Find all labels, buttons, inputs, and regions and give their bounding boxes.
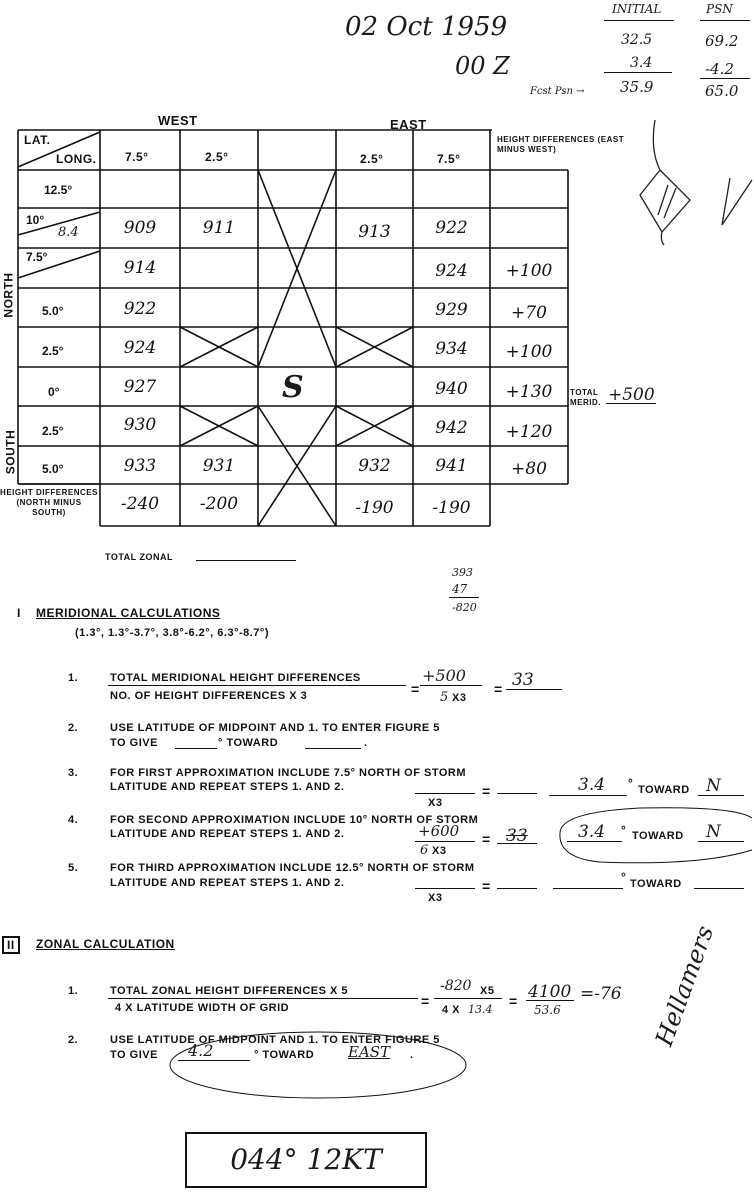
cell-5n-w75: 922 <box>123 299 157 319</box>
m-step4-num: 4. <box>68 814 79 826</box>
m-step4-line1: FOR SECOND APPROXIMATION INCLUDE 10° NORTH OF STORM <box>110 814 479 826</box>
m-step5-toward: TOWARD <box>630 878 682 890</box>
header-psn-2: -4.2 <box>705 60 734 78</box>
m-step1-top: TOTAL MERIDIONAL HEIGHT DIFFERENCES <box>110 672 361 684</box>
cell-7-5-w75: 914 <box>123 258 157 278</box>
z-denom-4x: 4 X <box>442 1004 461 1016</box>
m-step5-line2: LATITUDE AND REPEAT STEPS 1. AND 2. <box>110 877 345 889</box>
z-frac2-bottom: 53.6 <box>534 1003 561 1017</box>
cell-bottom-w25: -200 <box>199 494 239 514</box>
cell-0-e75: 940 <box>435 379 468 399</box>
m-step1-denom-hand: 5 <box>440 690 449 705</box>
meridional-heading: MERIDIONAL CALCULATIONS <box>36 606 221 620</box>
total-merid-label: TOTAL MERID. <box>570 388 601 407</box>
z-step1-num: 1. <box>68 985 79 997</box>
cell-bottom-e25: -190 <box>355 498 394 518</box>
cell-2-5s-w75: 930 <box>123 415 157 435</box>
m-step4-deg: ° <box>621 823 627 837</box>
cell-7-5-diff: +100 <box>505 261 553 281</box>
m-step5-num: 5. <box>68 862 79 874</box>
col-w25: 2.5° <box>205 150 229 164</box>
cell-5s-diff: +80 <box>511 459 547 479</box>
row-lat-12-5: 12.5° <box>44 183 73 197</box>
row-lat-7-5: 7.5° <box>26 250 48 264</box>
total-merid-value: +500 <box>608 385 655 405</box>
cell-7-5-e75: 924 <box>435 261 468 281</box>
cell-2-5n-diff: +100 <box>505 342 553 362</box>
m-step3-value: 3.4 <box>578 775 606 795</box>
header-initial-2: 3.4 <box>630 55 653 71</box>
cell-5s-w25: 931 <box>202 456 236 476</box>
header-col-initial: INITIAL <box>612 2 662 16</box>
cell-5s-e25: 932 <box>358 456 391 476</box>
row-lat-10: 10° <box>26 213 45 227</box>
z-step2-line2b: ° TOWARD <box>254 1049 315 1061</box>
lat-label: LAT. <box>24 133 51 147</box>
cell-5n-diff: +70 <box>511 303 547 323</box>
east-label: EAST <box>390 117 427 132</box>
col-w75: 7.5° <box>125 150 149 164</box>
cell-2-5s-diff: +120 <box>505 422 553 442</box>
col-e25: 2.5° <box>360 152 384 166</box>
z-numer-x5: X5 <box>480 985 495 997</box>
z-step2-num: 2. <box>68 1034 79 1046</box>
header-col-psn: PSN <box>706 2 733 16</box>
scratch-b: 47 <box>452 582 468 596</box>
m-step1-denom: X3 <box>452 692 467 704</box>
cell-0-diff: +130 <box>505 382 553 402</box>
z-step1-top: TOTAL ZONAL HEIGHT DIFFERENCES X 5 <box>110 985 349 997</box>
row-note-10: 8.4 <box>58 225 79 240</box>
m-step4-denom-hand: 6 <box>420 843 429 858</box>
cell-0-w75: 927 <box>123 377 157 397</box>
header-time: 00 Z <box>455 52 510 80</box>
m-step4-x3: X3 <box>432 845 447 857</box>
header-psn-3: 65.0 <box>705 82 739 100</box>
m-step4-toward: TOWARD <box>632 830 684 842</box>
z-step2-value: 4.2 <box>188 1041 214 1060</box>
m-step3-x3: X3 <box>428 797 443 809</box>
signature: Hellamers <box>650 922 720 1050</box>
z-frac2-top: 4100 <box>528 982 572 1002</box>
m-step3-deg: ° <box>628 776 634 790</box>
m-step3-toward: TOWARD <box>638 784 690 796</box>
header-initial-1: 32.5 <box>621 32 653 48</box>
cell-10-e75: 922 <box>435 218 468 238</box>
scratch-c: -820 <box>452 601 477 614</box>
m-step3-num: 3. <box>68 767 79 779</box>
row-lat-5-s: 5.0° <box>42 462 64 476</box>
m-step5-deg: ° <box>621 870 627 884</box>
z-step2-line2a: TO GIVE <box>110 1049 158 1061</box>
z-step1-bottom: 4 X LATITUDE WIDTH OF GRID <box>115 1002 290 1014</box>
m-step4-old: 33 <box>506 826 528 846</box>
m-step3-dir: N <box>706 776 721 796</box>
m-step4-dir: N <box>706 822 721 842</box>
storm-symbol-icon: S <box>282 370 304 405</box>
m-step4-numer: +600 <box>418 822 460 840</box>
m-step2-line2a: TO GIVE <box>110 737 158 749</box>
m-step3-line1: FOR FIRST APPROXIMATION INCLUDE 7.5° NORTH OF STORM <box>110 767 467 779</box>
m-step4-line2: LATITUDE AND REPEAT STEPS 1. AND 2. <box>110 828 345 840</box>
cell-2-5n-w75: 924 <box>123 338 157 358</box>
long-label: LONG. <box>56 152 97 166</box>
header-initial-3: 35.9 <box>620 78 654 96</box>
cell-5s-w75: 933 <box>123 456 157 476</box>
cell-2-5n-e75: 934 <box>435 339 468 359</box>
cell-bottom-e75: -190 <box>432 498 471 518</box>
m-step5-x3: X3 <box>428 892 443 904</box>
z-step2-line1: USE LATITUDE OF MIDPOINT AND 1. TO ENTER FIGURE 5 <box>110 1034 440 1046</box>
m-step1-numer: +500 <box>422 666 466 685</box>
row-lat-2-5-s: 2.5° <box>42 424 64 438</box>
m-step1-bottom: NO. OF HEIGHT DIFFERENCES X 3 <box>110 690 308 702</box>
zonal-heading: ZONAL CALCULATION <box>36 937 175 951</box>
result-box: 044° 12KT <box>185 1132 427 1188</box>
ns-diff-label: HEIGHT DIFFERENCES (NORTH MINUS SOUTH) <box>0 488 98 517</box>
cell-10-e25: 913 <box>358 222 391 242</box>
cell-2-5s-e75: 942 <box>435 418 468 438</box>
z-step2-dir: EAST <box>348 1043 391 1061</box>
row-lat-2-5-n: 2.5° <box>42 344 64 358</box>
cell-5s-e75: 941 <box>435 456 468 476</box>
scratch-a: 393 <box>452 566 473 579</box>
row-lat-0: 0° <box>48 385 60 399</box>
cell-10-w25: 911 <box>202 218 236 238</box>
header-date: 02 Oct 1959 <box>345 12 508 42</box>
m-step4-value: 3.4 <box>578 822 606 842</box>
z-result: =-76 <box>580 984 622 1004</box>
cell-bottom-w75: -240 <box>120 494 160 514</box>
header-psn-1: 69.2 <box>705 32 739 50</box>
header-fcst-label: Fcst Psn → <box>530 86 585 97</box>
m-step2-line1: USE LATITUDE OF MIDPOINT AND 1. TO ENTER FIGURE 5 <box>110 722 440 734</box>
m-step1-result: 33 <box>512 670 534 690</box>
z-numer-hand: -820 <box>440 978 472 994</box>
south-label: SOUTH <box>3 429 18 475</box>
col-e75: 7.5° <box>437 152 461 166</box>
m-step2-line2b: ° TOWARD <box>218 737 279 749</box>
meridional-numeral: I <box>17 606 21 620</box>
west-label: WEST <box>158 113 198 128</box>
m-step2-num: 2. <box>68 722 79 734</box>
z-denom-hand: 13.4 <box>468 1003 493 1016</box>
m-step5-line1: FOR THIRD APPROXIMATION INCLUDE 12.5° NORTH OF STORM <box>110 862 475 874</box>
meridional-ranges: (1.3°, 1.3°-3.7°, 3.8°-6.2°, 6.3°-8.7°) <box>75 627 269 639</box>
m-step1-num: 1. <box>68 672 79 684</box>
row-lat-5-n: 5.0° <box>42 304 64 318</box>
cell-5n-e75: 929 <box>435 300 468 320</box>
cell-10-w75: 909 <box>123 218 157 238</box>
zonal-numeral: II <box>2 936 20 954</box>
m-step3-line2: LATITUDE AND REPEAT STEPS 1. AND 2. <box>110 781 345 793</box>
total-zonal-label: TOTAL ZONAL <box>105 552 173 562</box>
height-diff-header: HEIGHT DIFFERENCES (EAST MINUS WEST) <box>497 135 625 154</box>
north-label: NORTH <box>1 272 16 318</box>
